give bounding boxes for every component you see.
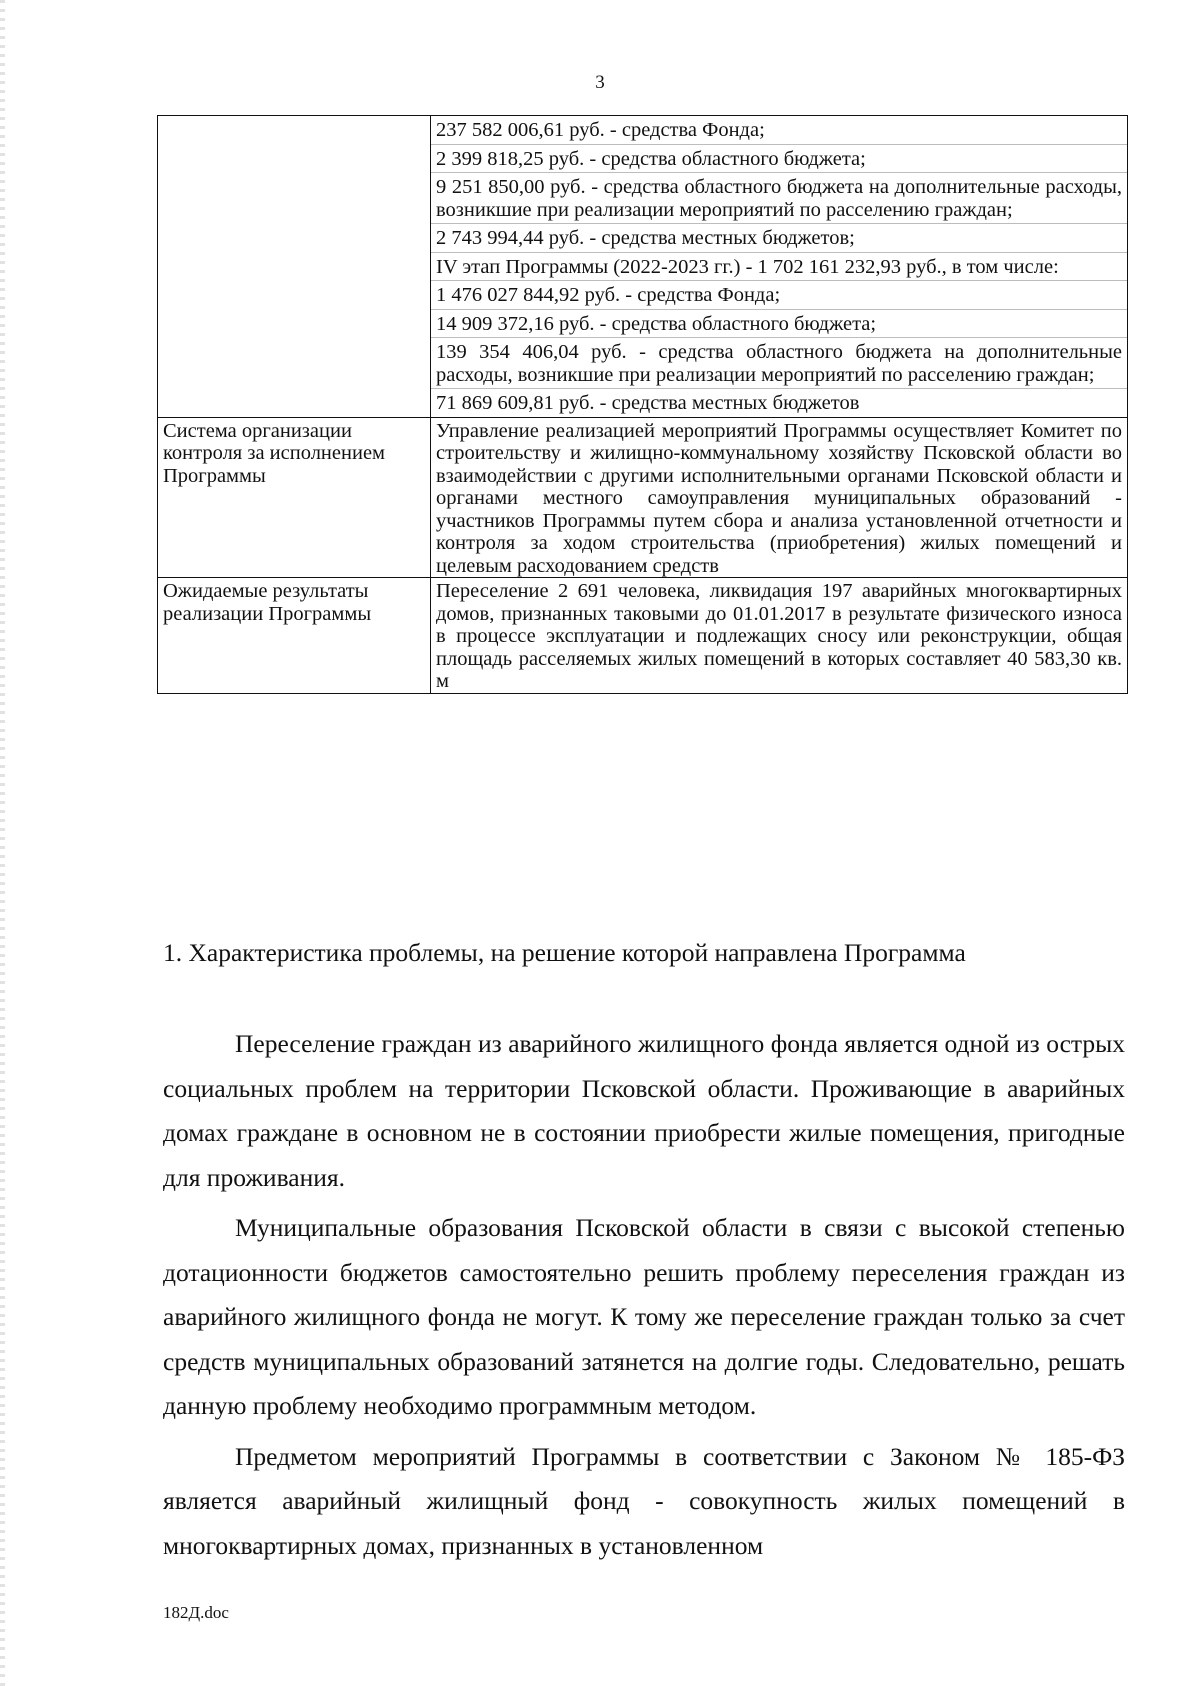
control-label: Система организации контроля за исполнением Программы — [158, 417, 431, 578]
results-label: Ожидаемые результаты реализации Программы — [158, 578, 431, 694]
section-title: 1. Характеристика проблемы, на решение которой направлена Программа — [163, 938, 966, 967]
paragraph: Муниципальные образования Псковской области в связи с высокой степенью дотационности бюджетов самостоятельно решить проблему переселения граждан из аварийного жилищного фонда не могут. К тому же переселение граждан только за счет средств муниципальных образований затянется на долгие годы. Следовательно, решать данную проблему необходимо программным методом. — [163, 1213, 1125, 1420]
results-text: Переселение 2 691 человека, ликвидация 197 аварийных многоквартирных домов, признанных таковыми до 01.01.2017 в результате физического износа в процессе эксплуатации и подлежащих сносу или реконструкции, общая площадь расселяемых жилых помещений в которых составляет 40 583,30 кв. м — [436, 580, 1122, 692]
funding-line: 237 582 006,61 руб. - средства Фонда; — [436, 119, 765, 141]
funding-line: 71 869 609,81 руб. - средства местных бюджетов — [431, 388, 1127, 417]
results-value-cell — [431, 578, 1128, 694]
funding-line: 1 476 027 844,92 руб. - средства Фонда; — [431, 280, 1127, 309]
page-number: 3 — [595, 72, 605, 93]
funding-line: 14 909 372,16 руб. - средства областного бюджета; — [431, 309, 1127, 338]
control-text: Управление реализацией мероприятий Программы осуществляет Комитет по строительству и жилищно-коммунальному хозяйству Псковской области во взаимодействии с другими исполнительными органами Псковской области и органами местного самоуправления муниципальных образований - участников Программы путем сбора и анализа установленной отчетности и контроля за ходом строительства (приобретения) жилых помещений и целевым расходованием средств — [436, 419, 1122, 577]
program-passport-table — [157, 115, 1128, 694]
body-text — [163, 1022, 1125, 1574]
funding-line: 2 743 994,44 руб. - средства местных бюджетов; — [431, 223, 1127, 252]
results-row — [158, 578, 1128, 694]
funding-line: 9 251 850,00 руб. - средства областного бюджета на дополнительные расходы, возникшие при реализации мероприятий по расселению граждан; — [431, 172, 1127, 223]
control-value-cell — [431, 417, 1128, 578]
paragraph: Переселение граждан из аварийного жилищного фонда является одной из острых социальных проблем на территории Псковской области. Проживающие в аварийных домах граждане в основном не в состоянии приобрести жилые помещения, пригодные для проживания. — [163, 1029, 1125, 1192]
footer-filename: 182Д.doc — [163, 1603, 229, 1622]
funding-line: IV этап Программы (2022-2023 гг.) - 1 702 161 232,93 руб., в том числе: — [431, 252, 1127, 281]
paragraph: Предметом мероприятий Программы в соответствии с Законом № 185-ФЗ является аварийный жилищный фонд - совокупность жилых помещений в многоквартирных домах, признанных в установленном — [163, 1441, 1125, 1560]
scan-edge — [0, 0, 5, 1686]
funding-value-cell — [431, 116, 1128, 418]
control-row — [158, 417, 1128, 578]
funding-row — [158, 116, 1128, 418]
funding-label-cell — [158, 116, 431, 418]
funding-line: 139 354 406,04 руб. - средства областного бюджета на дополнительные расходы, возникшие при реализации мероприятий по расселению граждан; — [431, 337, 1127, 388]
funding-line: 2 399 818,25 руб. - средства областного бюджета; — [431, 144, 1127, 173]
